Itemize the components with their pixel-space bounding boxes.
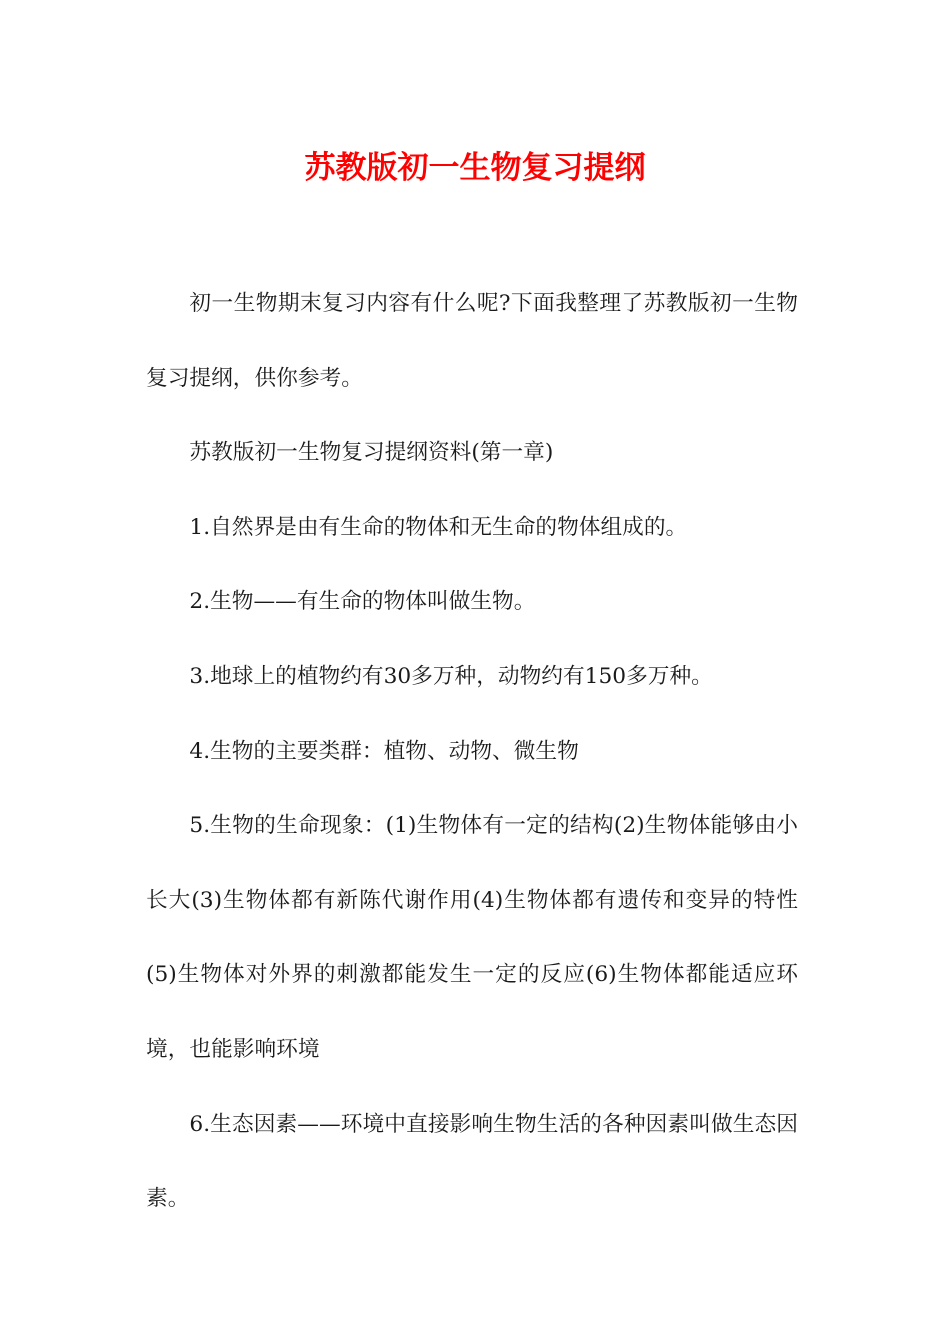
document-body (146, 267, 798, 1237)
paragraph-section-heading: 苏教版初一生物复习提纲资料(第一章) (189, 440, 554, 466)
paragraph-item-2: 2.生物——有生命的物体叫做生物。 (189, 589, 536, 615)
document-title: 苏教版初一生物复习提纲 (304, 150, 646, 186)
paragraph-item-3: 3.地球上的植物约有30多万种，动物约有150多万种。 (189, 663, 713, 689)
paragraph-item-4: 4.生物的主要类群：植物、动物、微生物 (189, 738, 579, 764)
paragraph-intro: 初一生物期末复习内容有什么呢?下面我整理了苏教版初一生物复习提纲，供你参考。 (146, 291, 798, 391)
paragraph-item-6: 6.生态因素——环境中直接影响生物生活的各种因素叫做生态因素。 (146, 1111, 798, 1212)
paragraph-item-1: 1.自然界是由有生命的物体和无生命的物体组成的。 (189, 514, 688, 540)
paragraph-item-5: 5.生物的生命现象：(1)生物体有一定的结构(2)生物体能够由小长大(3)生物体都有新陈代谢作用(4)生物体都有遗传和变异的特性(5)生物体对外界的刺激都能发生一定的反应(6)生物体都能适应环境，也能影响环境 (146, 813, 798, 1062)
